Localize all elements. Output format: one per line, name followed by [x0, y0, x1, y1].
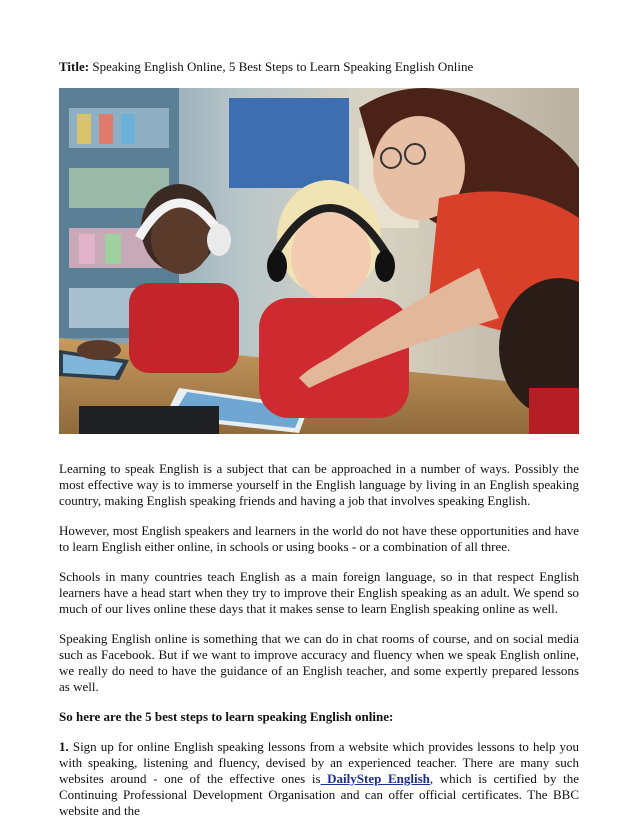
step-1-number: 1. [59, 739, 69, 754]
classroom-photo-illustration [59, 88, 579, 434]
steps-heading: So here are the 5 best steps to learn speaking English online: [59, 709, 394, 724]
step-1-text-after: , which is certified by the Continuing Professional Development Organisation and can offer official certificates. The BBC website and the [59, 771, 579, 818]
title-text: Speaking English Online, 5 Best Steps to Learn Speaking English Online [92, 59, 474, 74]
step-1-paragraph [59, 739, 579, 819]
dailystep-english-link[interactable]: DailyStep English [320, 771, 430, 786]
title-label: Title: [59, 59, 90, 74]
step-1-text-before: Sign up for online English speaking lessons from a website which provides lessons to help you with speaking, listening and fluency, devised by an experienced teacher. There are many such websites around - one of the effective ones is [59, 739, 579, 786]
paragraph-opportunities: However, most English speakers and learners in the world do not have these opportunities and have to learn English either online, in schools or using books - or a combination of all three. [59, 523, 579, 554]
article-body [59, 461, 579, 833]
document-title [59, 59, 579, 75]
paragraph-schools: Schools in many countries teach English as a main foreign language, so in that respect English learners have a head start when they try to improve their English speaking as an adult. We spend so much of our lives online these days that it makes sense to learn English speaking online as well. [59, 569, 579, 616]
paragraph-intro: Learning to speak English is a subject that can be approached in a number of ways. Possibly the most effective way is to immerse yourself in the English language by living in an English speaking country, making English speaking friends and having a job that involves speaking English. [59, 461, 579, 508]
classroom-photo [59, 88, 579, 434]
paragraph-online: Speaking English online is something that we can do in chat rooms of course, and on social media such as Facebook. But if we want to improve accuracy and fluency when we speak English online, we really do need to have the guidance of an English teacher, and some expertly prepared lessons as well. [59, 631, 579, 694]
